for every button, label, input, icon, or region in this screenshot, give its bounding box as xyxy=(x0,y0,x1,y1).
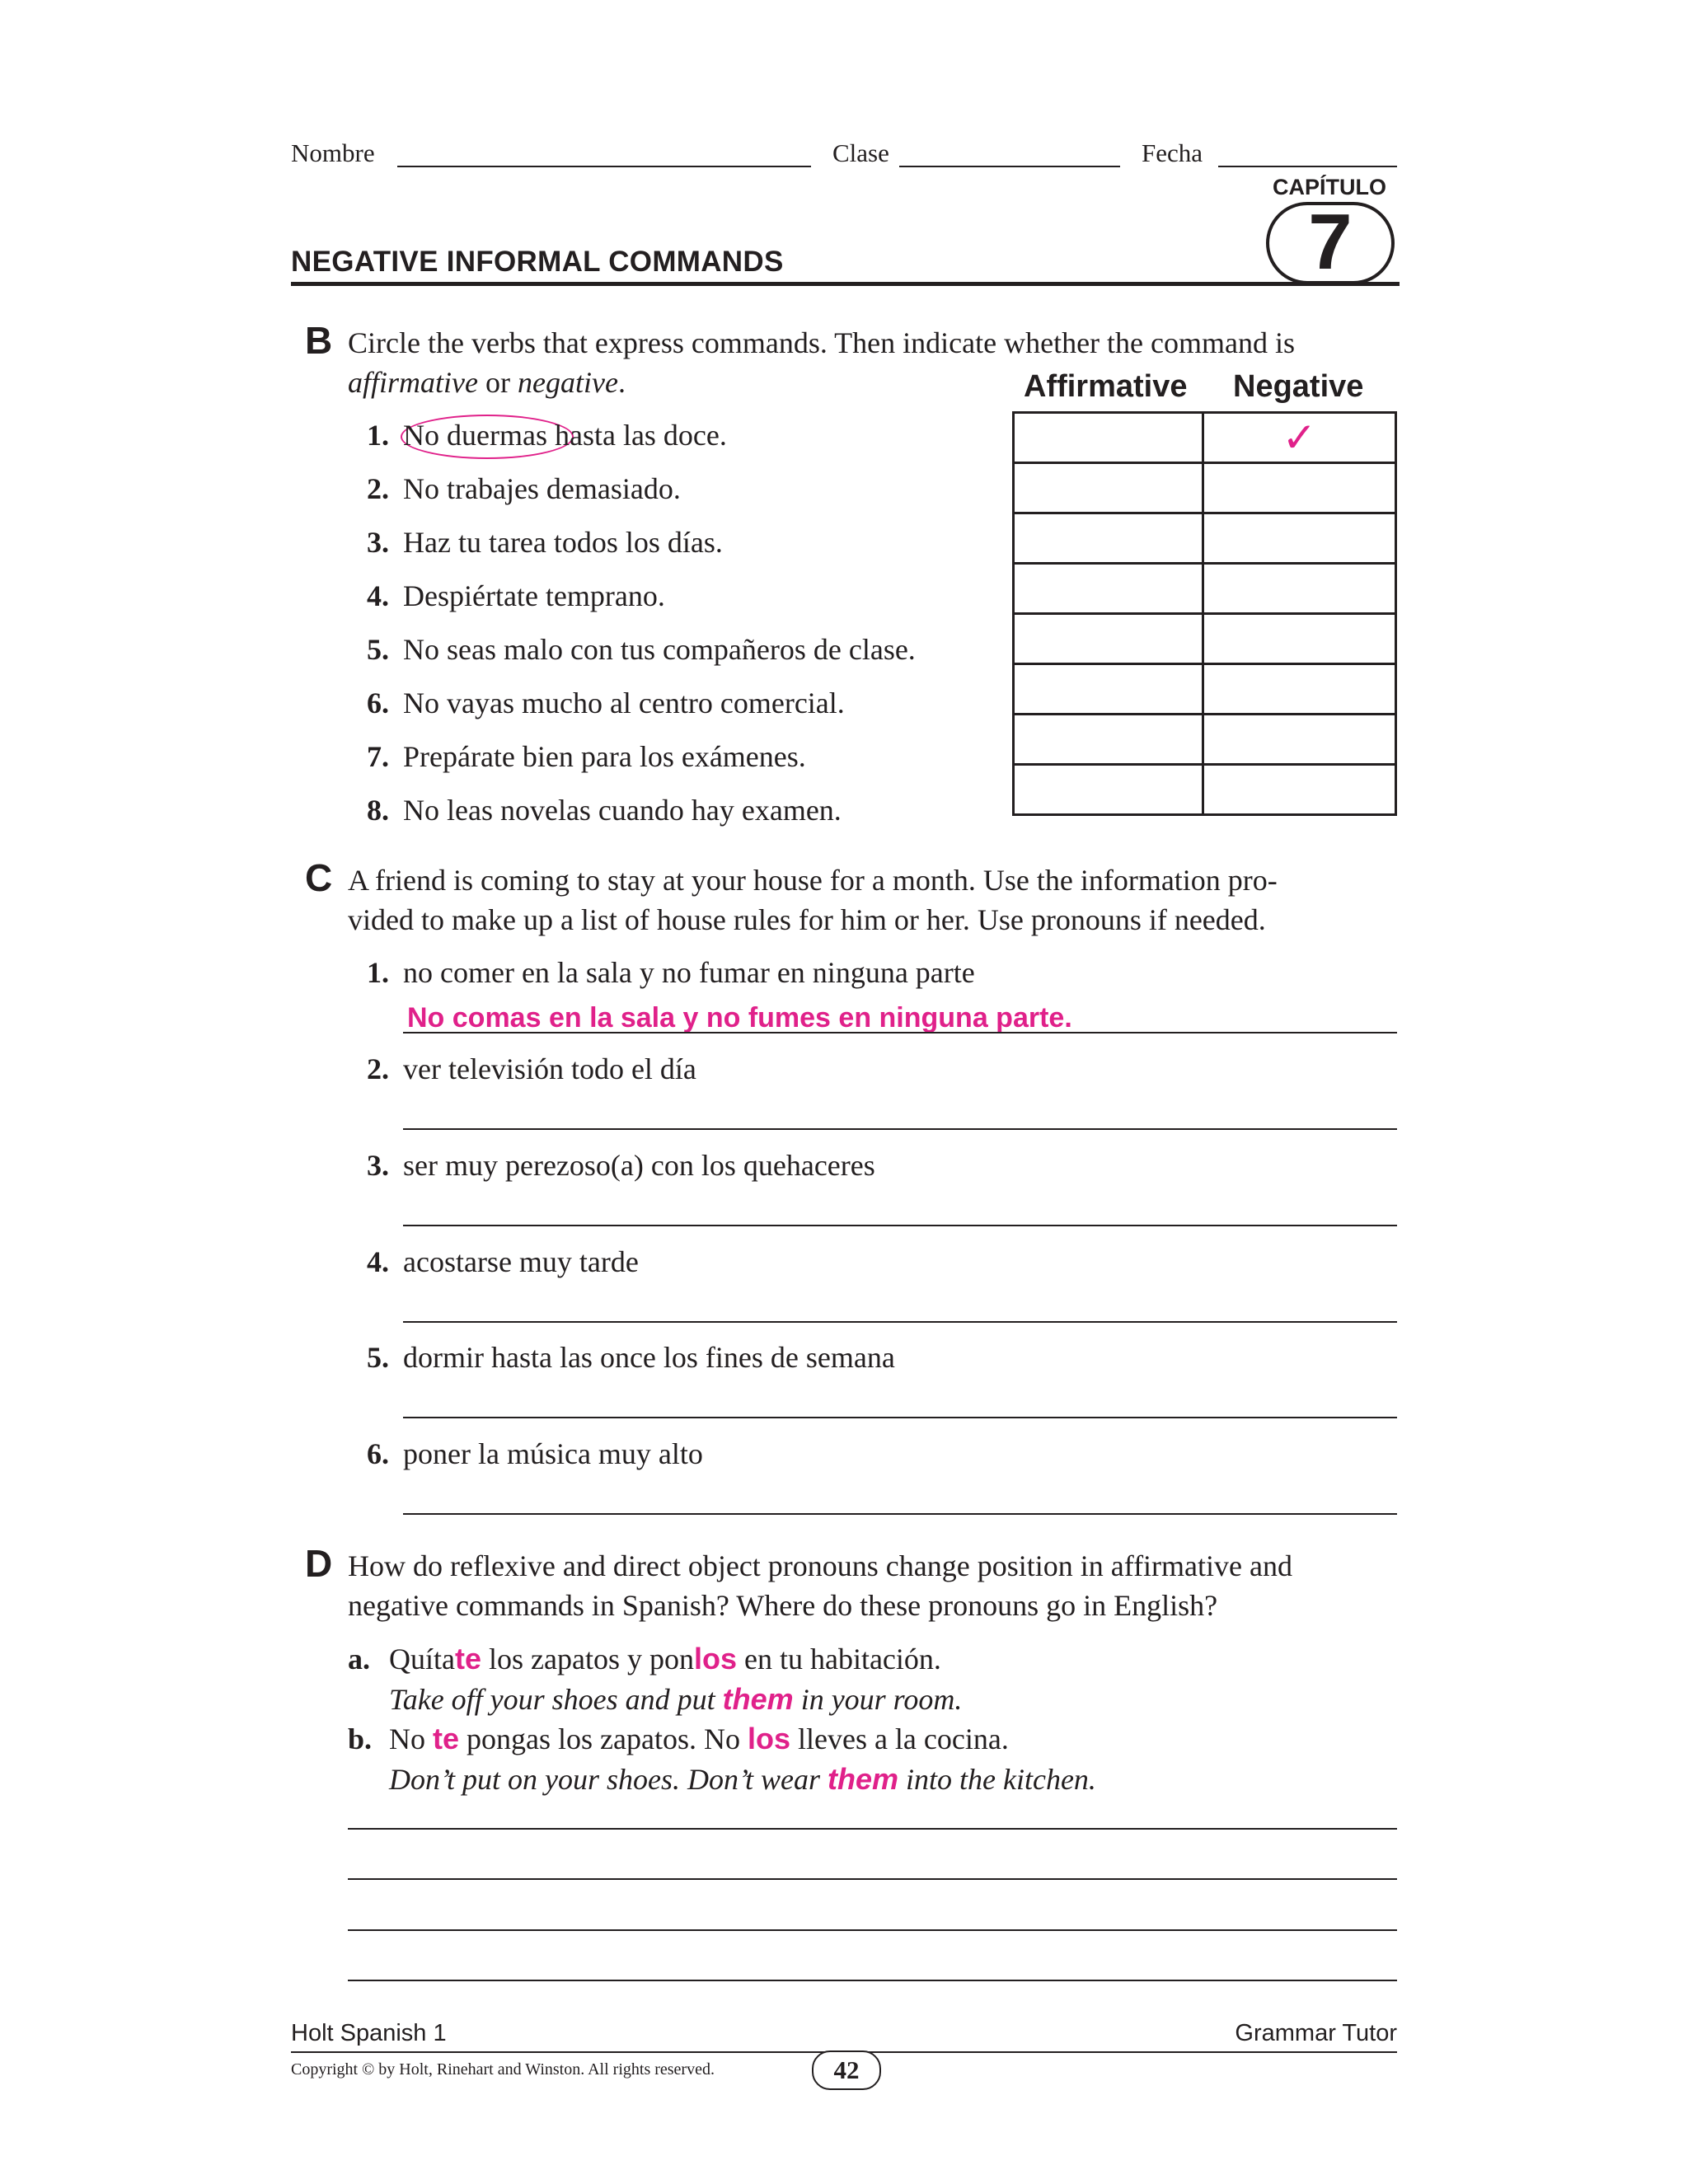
instruction-period: . xyxy=(617,366,626,399)
list-item: 5. No seas malo con tus compañeros de clase. xyxy=(367,633,916,666)
section-d-letter: D xyxy=(305,1542,333,1585)
answer-grid xyxy=(1012,411,1397,816)
date-field-line[interactable] xyxy=(1218,166,1397,167)
copyright-notice: Copyright © by Holt, Rinehart and Winston. All rights reserved. xyxy=(291,2060,715,2079)
affirmative-cell[interactable] xyxy=(1014,564,1203,614)
affirmative-cell[interactable] xyxy=(1014,463,1203,513)
list-item: 7. Prepárate bien para los exámenes. xyxy=(367,740,806,773)
section-d-question-line1: How do reflexive and direct object pronouns change position in affirmative and xyxy=(348,1549,1292,1582)
answer-line[interactable] xyxy=(403,1032,1397,1033)
chapter-label: CAPÍTULO xyxy=(1273,175,1386,199)
answer-line[interactable] xyxy=(348,1878,1397,1880)
circled-command[interactable]: No duermas xyxy=(403,419,547,452)
section-b-instructions-line2 xyxy=(348,363,626,402)
list-item: 6. No vayas mucho al centro comercial. xyxy=(367,687,845,719)
class-label: Clase xyxy=(832,138,889,167)
negative-cell[interactable] xyxy=(1203,564,1396,614)
answer-line[interactable] xyxy=(403,1417,1397,1418)
section-c-instructions-line2: vided to make up a list of house rules for him or her. Use pronouns if needed. xyxy=(348,903,1266,936)
class-field-line[interactable] xyxy=(899,166,1120,167)
answer-line[interactable] xyxy=(348,1980,1397,1981)
list-item: 2. No trabajes demasiado. xyxy=(367,472,681,505)
list-item: 1. no comer en la sala y no fumar en ninguna parte xyxy=(367,956,975,989)
date-label: Fecha xyxy=(1142,138,1203,167)
answer-line[interactable] xyxy=(403,1513,1397,1515)
answer-line[interactable] xyxy=(348,1828,1397,1830)
list-item: 8. No leas novelas cuando hay examen. xyxy=(367,794,842,827)
example-a-spanish: a. Quítate los zapatos y ponlos en tu habitación. xyxy=(348,1642,941,1675)
negative-cell[interactable] xyxy=(1203,413,1396,463)
affirmative-cell[interactable] xyxy=(1014,513,1203,564)
example-b-spanish: b. No te pongas los zapatos. No los lleves a la cocina. xyxy=(348,1722,1009,1755)
affirmative-cell[interactable] xyxy=(1014,765,1203,815)
negative-cell[interactable] xyxy=(1203,513,1396,564)
column-header-negative: Negative xyxy=(1233,369,1364,404)
column-header-affirmative: Affirmative xyxy=(1024,369,1188,404)
affirmative-cell[interactable] xyxy=(1014,413,1203,463)
or-word: or xyxy=(477,366,518,399)
negative-cell[interactable] xyxy=(1203,614,1396,664)
section-b-instructions-line1: Circle the verbs that express commands. Then indicate whether the command is xyxy=(348,326,1295,359)
answer-text: No comas en la sala y no fumes en ninguna parte. xyxy=(407,1002,1072,1033)
negative-cell[interactable] xyxy=(1203,664,1396,715)
name-field-line[interactable] xyxy=(397,166,811,167)
section-b-letter: B xyxy=(305,319,333,362)
list-item: 4. Despiértate temprano. xyxy=(367,579,665,612)
chapter-number: 7 xyxy=(1308,198,1353,286)
section-d-question-line2: negative commands in Spanish? Where do these pronouns go in English? xyxy=(348,1589,1218,1622)
negative-word: negative xyxy=(517,366,618,399)
answer-line[interactable] xyxy=(403,1225,1397,1226)
answer-line[interactable] xyxy=(348,1929,1397,1931)
title-rule xyxy=(291,282,1400,286)
answer-line[interactable] xyxy=(403,1128,1397,1130)
example-b-english: Don’t put on your shoes. Don’t wear them into the kitchen. xyxy=(389,1762,1096,1796)
section-c-letter: C xyxy=(305,856,333,899)
section-c-instructions-line1: A friend is coming to stay at your house for a month. Use the information pro- xyxy=(348,864,1278,897)
example-a-english: Take off your shoes and put them in your room. xyxy=(389,1682,963,1716)
check-mark-icon: ✓ xyxy=(1282,414,1317,462)
list-item: 5. dormir hasta las once los fines de semana xyxy=(367,1341,895,1374)
list-item: 1. No duermas hasta las doce. xyxy=(367,419,727,452)
affirmative-word: affirmative xyxy=(348,366,478,399)
negative-cell[interactable] xyxy=(1203,715,1396,765)
affirmative-cell[interactable] xyxy=(1014,664,1203,715)
page-number: 42 xyxy=(812,2050,881,2090)
negative-cell[interactable] xyxy=(1203,765,1396,815)
footer-book-title: Holt Spanish 1 xyxy=(291,2020,447,2046)
footer-series-title: Grammar Tutor xyxy=(1235,2020,1397,2046)
list-item: 3. Haz tu tarea todos los días. xyxy=(367,526,723,559)
list-item: 3. ser muy perezoso(a) con los quehaceres xyxy=(367,1149,875,1182)
list-item: 6. poner la música muy alto xyxy=(367,1437,703,1470)
name-label: Nombre xyxy=(291,138,375,167)
list-item: 2. ver televisión todo el día xyxy=(367,1052,696,1085)
affirmative-cell[interactable] xyxy=(1014,614,1203,664)
affirmative-cell[interactable] xyxy=(1014,715,1203,765)
list-item: 4. acostarse muy tarde xyxy=(367,1245,639,1278)
negative-cell[interactable] xyxy=(1203,463,1396,513)
page-title: NEGATIVE INFORMAL COMMANDS xyxy=(291,246,784,278)
answer-line[interactable] xyxy=(403,1321,1397,1323)
